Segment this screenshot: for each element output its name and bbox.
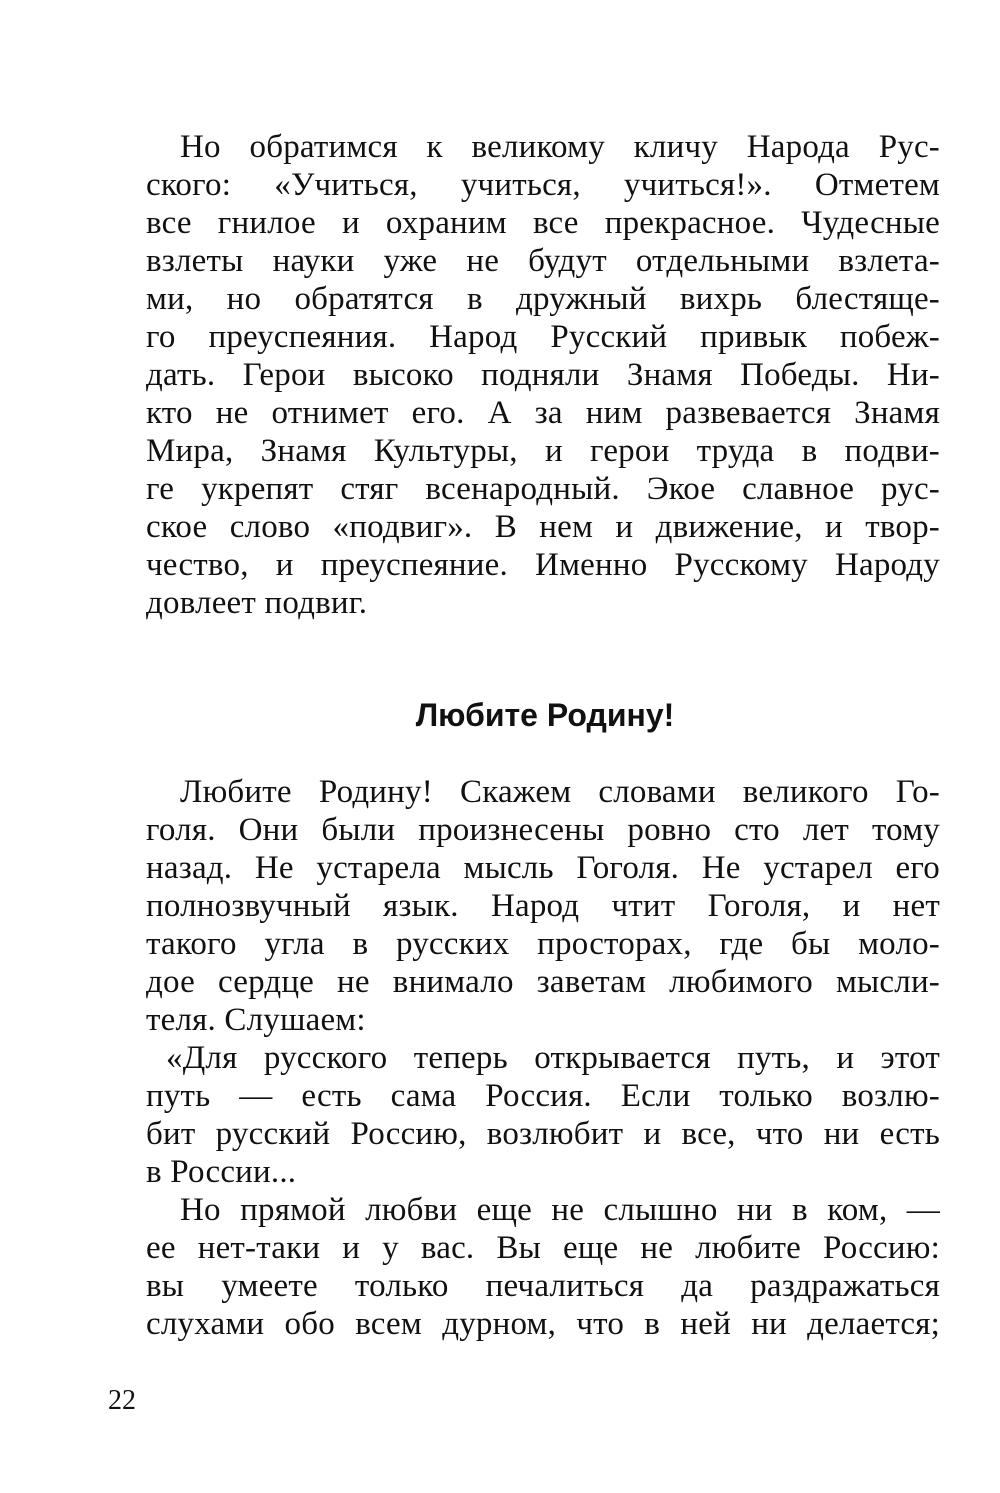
text-line: Любите Родину! Скажем словами великого Го- bbox=[180, 774, 940, 810]
text-line: довлеет подвиг. bbox=[146, 585, 368, 621]
text-line: го преуспеяния. Народ Русский привык побеж- bbox=[146, 319, 940, 355]
section-heading: Любите Родину! bbox=[415, 697, 675, 733]
text-line: назад. Не устарела мысль Гоголя. Не устарел его bbox=[146, 850, 940, 886]
quote-line: бит русский Россию, возлюбит и все, что ни есть bbox=[146, 1116, 940, 1152]
text-line: голя. Они были произнесены ровно сто лет тому bbox=[146, 812, 940, 848]
text-line: ге укрепят стяг всенародный. Экое славное рус- bbox=[146, 471, 940, 507]
quote-line: Но прямой любви еще не слышно ни в ком, — bbox=[180, 1192, 940, 1228]
text-line: ми, но обратятся в дружный вихрь блестяще- bbox=[146, 281, 940, 317]
quote-line: «Для русского теперь открывается путь, и этот bbox=[166, 1040, 940, 1076]
quote-line: вы умеете только печалиться да раздражаться bbox=[146, 1268, 940, 1304]
quote-line: слухами обо всем дурном, что в ней ни делается; bbox=[146, 1306, 940, 1342]
text-line: дать. Герои высоко подняли Знамя Победы. Ни- bbox=[146, 357, 940, 393]
text-line: дое сердце не внимало заветам любимого мысли- bbox=[146, 964, 940, 1000]
quote-line: в России... bbox=[146, 1154, 297, 1190]
quote-line: путь — есть сама Россия. Если только возлю- bbox=[146, 1078, 940, 1114]
quote-line: ее нет-таки и у вас. Вы еще не любите Россию: bbox=[146, 1230, 940, 1266]
text-line: полнозвучный язык. Народ чтит Гоголя, и нет bbox=[146, 888, 940, 924]
text-line: Мира, Знамя Культуры, и герои труда в подви- bbox=[146, 433, 940, 469]
page-number: 22 bbox=[108, 1385, 136, 1416]
text-line: кто не отнимет его. А за ним развевается Знамя bbox=[146, 395, 940, 431]
text-line: Но обратимся к великому кличу Народа Рус- bbox=[180, 129, 940, 165]
text-line: все гнилое и охраним все прекрасное. Чудесные bbox=[146, 205, 940, 241]
text-line: такого угла в русских просторах, где бы моло- bbox=[146, 926, 940, 962]
text-line: теля. Слушаем: bbox=[146, 1002, 366, 1038]
text-line: ского: «Учиться, учиться, учиться!». Отметем bbox=[146, 167, 940, 203]
text-line: взлеты науки уже не будут отдельными взлета- bbox=[146, 243, 940, 279]
text-line: чество, и преуспеяние. Именно Русскому Народу bbox=[146, 547, 940, 583]
text-line: ское слово «подвиг». В нем и движение, и твор- bbox=[146, 509, 940, 545]
